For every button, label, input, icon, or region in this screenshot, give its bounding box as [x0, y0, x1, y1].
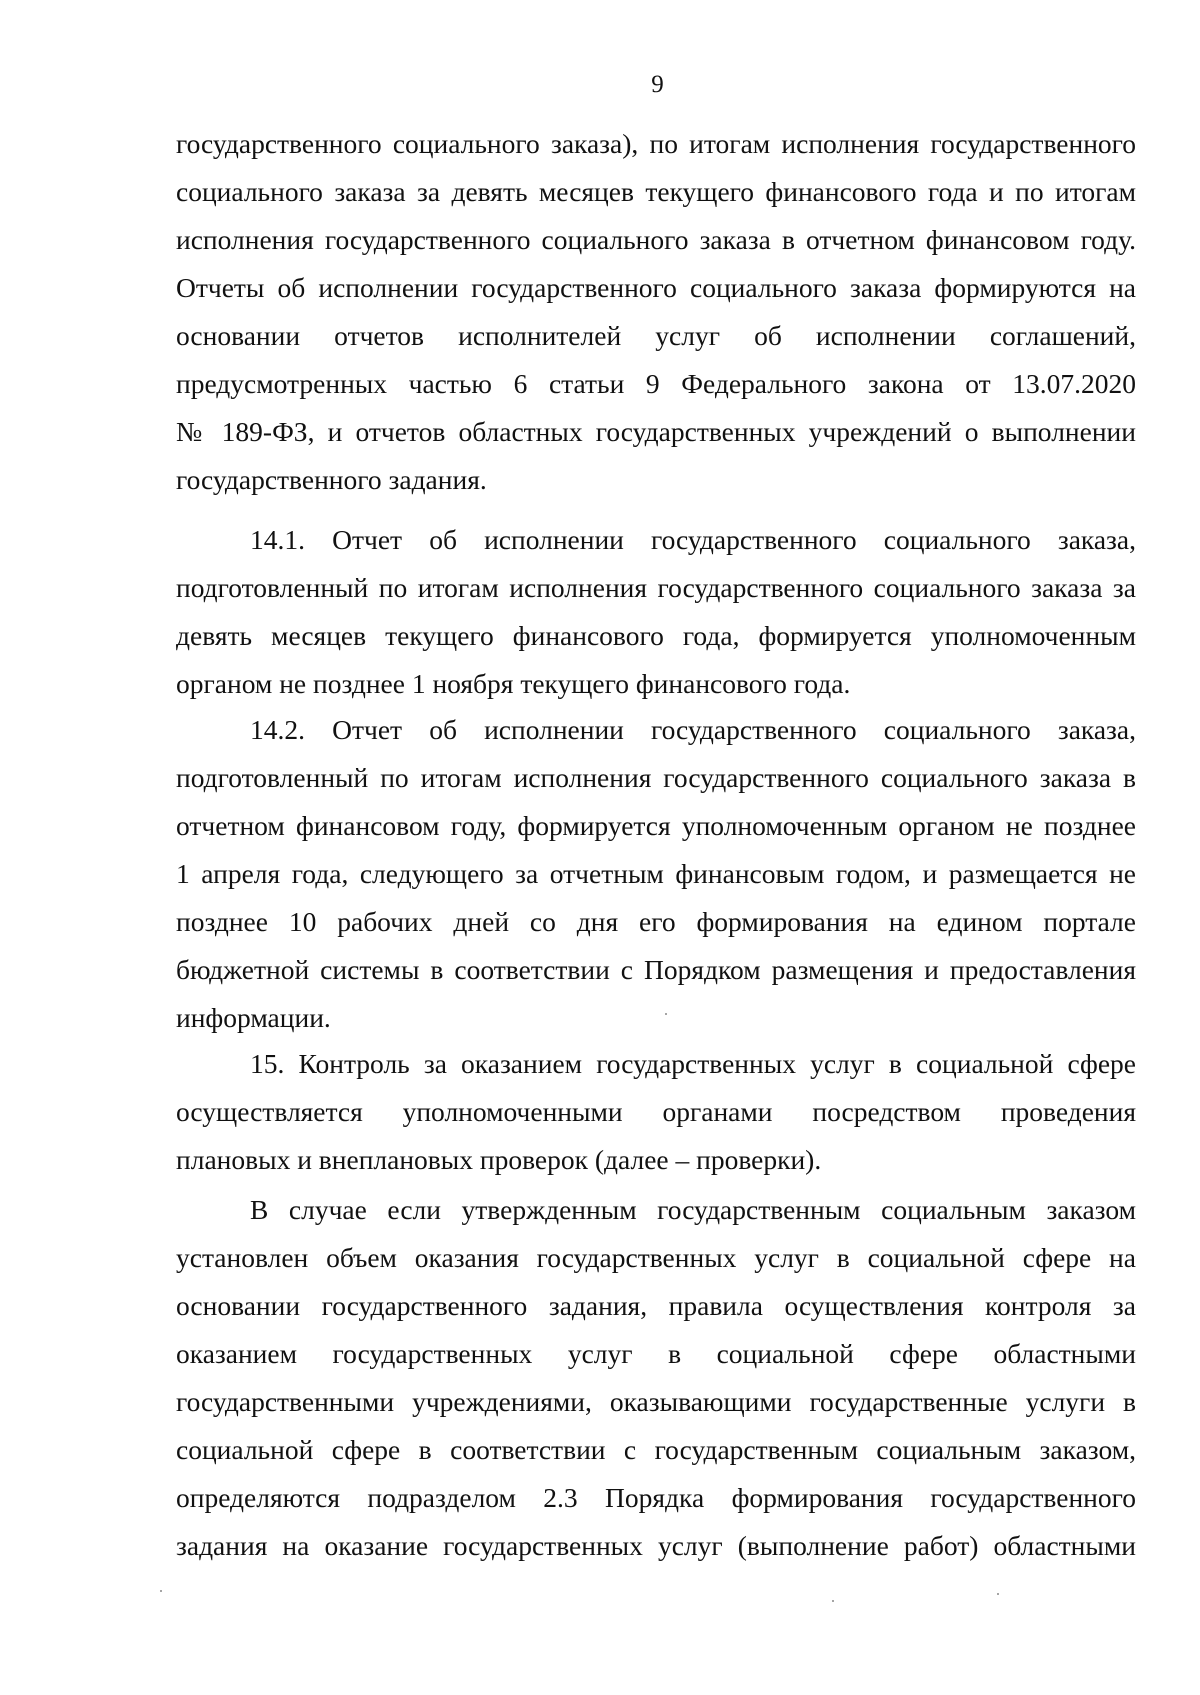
text-line: 1 апреля года, следующего за отчетным финансовым годом, и размещается не — [176, 858, 1136, 889]
scan-speck — [997, 1593, 999, 1595]
text-line: 14.1. Отчет об исполнении государственного социального заказа, — [250, 524, 1136, 555]
text-line: 14.2. Отчет об исполнении государственного социального заказа, — [250, 714, 1136, 745]
text-line: исполнения государственного социального заказа в отчетном финансовом году. — [176, 224, 1136, 255]
paragraph-state-assignment — [176, 1186, 1136, 1570]
page-number: 9 — [651, 71, 664, 98]
text-line: подготовленный по итогам исполнения государственного социального заказа за — [176, 572, 1136, 603]
paragraph-14-1 — [176, 516, 1136, 708]
text-line: информации. — [176, 1002, 331, 1033]
paragraph-report-continuation — [176, 120, 1136, 504]
text-line: Отчеты об исполнении государственного социального заказа формируются на — [176, 272, 1136, 303]
scan-speck — [832, 1600, 834, 1602]
text-line: органом не позднее 1 ноября текущего финансового года. — [176, 668, 851, 699]
text-line: определяются подразделом 2.3 Порядка формирования государственного — [176, 1482, 1136, 1513]
scan-speck — [665, 1013, 667, 1015]
text-line: подготовленный по итогам исполнения государственного социального заказа в — [176, 762, 1136, 793]
text-line: плановых и внеплановых проверок (далее – проверки). — [176, 1144, 822, 1175]
text-line: основании отчетов исполнителей услуг об исполнении соглашений, — [176, 320, 1136, 351]
paragraph-14-2 — [176, 706, 1136, 1042]
text-line: оказанием государственных услуг в социальной сфере областными — [176, 1338, 1136, 1369]
text-line: В случае если утвержденным государственным социальным заказом — [250, 1194, 1136, 1225]
text-line: позднее 10 рабочих дней со дня его формирования на едином портале — [176, 906, 1136, 937]
text-line: государственного задания. — [176, 464, 487, 495]
text-line: предусмотренных частью 6 статьи 9 Федерального закона от 13.07.2020 — [176, 368, 1136, 399]
text-line: 15. Контроль за оказанием государственных услуг в социальной сфере — [250, 1048, 1136, 1079]
paragraph-15 — [176, 1040, 1136, 1184]
text-line: задания на оказание государственных услуг (выполнение работ) областными — [176, 1530, 1136, 1561]
text-line: девять месяцев текущего финансового года, формируется уполномоченным — [176, 620, 1136, 651]
text-line: бюджетной системы в соответствии с Порядком размещения и предоставления — [176, 954, 1136, 985]
scan-speck — [160, 1590, 162, 1592]
text-line: социального заказа за девять месяцев текущего финансового года и по итогам — [176, 176, 1136, 207]
text-line: установлен объем оказания государственных услуг в социальной сфере на — [176, 1242, 1136, 1273]
text-line: государственными учреждениями, оказывающими государственные услуги в — [176, 1386, 1136, 1417]
text-line: социальной сфере в соответствии с государственным социальным заказом, — [176, 1434, 1136, 1465]
text-line: основании государственного задания, правила осуществления контроля за — [176, 1290, 1136, 1321]
text-line: государственного социального заказа), по итогам исполнения государственного — [176, 128, 1136, 159]
text-line: № 189-ФЗ, и отчетов областных государственных учреждений о выполнении — [176, 416, 1136, 447]
text-line: отчетном финансовом году, формируется уполномоченным органом не позднее — [176, 810, 1136, 841]
text-line: осуществляется уполномоченными органами посредством проведения — [176, 1096, 1136, 1127]
